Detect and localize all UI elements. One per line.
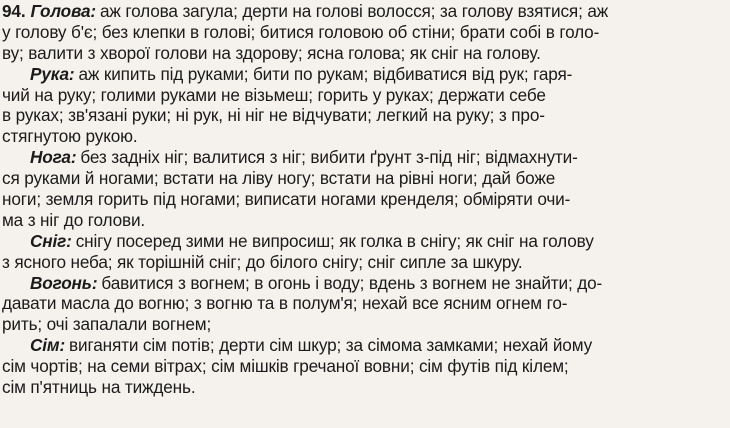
paragraph-line bbox=[2, 252, 726, 273]
idiom-text: у голову б'є; без клепки в голові; битися головою об стіни; брати собі в голо- bbox=[2, 21, 600, 42]
keyword-heading: Рука: bbox=[30, 63, 75, 84]
paragraph-line bbox=[2, 105, 726, 126]
paragraph-line bbox=[2, 210, 726, 231]
idiom-text: сім п'ятниць на тиждень. bbox=[2, 377, 196, 398]
paragraph-first-line bbox=[2, 273, 726, 294]
idiom-text: без задніх ніг; валитися з ніг; вибити ґрунт з-під ніг; відмахнути- bbox=[80, 147, 578, 168]
paragraph-line bbox=[2, 22, 726, 43]
paragraph-first-line bbox=[2, 1, 726, 22]
idiom-text: ноги; земля горить під ногами; виписати ногами кренделя; обміряти очи- bbox=[2, 189, 571, 210]
idiom-text: в руках; зв'язані руки; ні рук, ні ніг не відчувати; легкий на руку; з про- bbox=[2, 105, 545, 126]
paragraph-first-line bbox=[2, 64, 726, 85]
idiom-text: бавитися з вогнем; в огонь і воду; вдень з вогнем не знайти; до- bbox=[101, 272, 603, 293]
paragraph-line bbox=[2, 314, 726, 335]
paragraph-first-line bbox=[2, 147, 726, 168]
keyword-heading: Голова: bbox=[30, 1, 96, 21]
keyword-heading: Вогонь: bbox=[30, 272, 98, 293]
paragraph-line bbox=[2, 189, 726, 210]
paragraph-first-line bbox=[2, 335, 726, 356]
idiom-text: чий на руку; голими руками не візьмеш; горить у руках; держати себе bbox=[2, 84, 546, 105]
paragraph-line bbox=[2, 85, 726, 106]
paragraph-line bbox=[2, 356, 726, 377]
paragraph-line bbox=[2, 293, 726, 314]
idiom-text: ма з ніг до голови. bbox=[2, 209, 146, 230]
paragraph-line bbox=[2, 43, 726, 64]
paragraph-line bbox=[2, 126, 726, 147]
paragraph-line bbox=[2, 377, 726, 398]
exercise-number: 94. bbox=[2, 1, 26, 21]
idiom-text: рить; очі запалали вогнем; bbox=[2, 314, 212, 335]
idiom-text: з ясного неба; як торішній сніг; до білого снігу; сніг сипле за шкуру. bbox=[2, 251, 523, 272]
keyword-heading: Сніг: bbox=[30, 230, 72, 251]
idiom-text: снігу посеред зими не випросиш; як голка в снігу; як сніг на голову bbox=[75, 230, 594, 251]
idiom-text: ву; валити з хворої голови на здорову; ясна голова; як сніг на голову. bbox=[2, 42, 541, 63]
keyword-heading: Нога: bbox=[30, 147, 77, 168]
idiom-text: аж голова загула; дерти на голові волосся; за голову взятися; аж bbox=[100, 1, 609, 21]
idiom-text: сім чортів; на семи вітрах; сім мішків гречаної вовни; сім футів під кілем; bbox=[2, 356, 569, 377]
idiom-text: виганяти сім потів; дерти сім шкур; за сімома замками; нехай йому bbox=[69, 335, 593, 356]
idiom-text: аж кипить під руками; бити по рукам; відбиватися від рук; гаря- bbox=[78, 63, 573, 84]
idiom-text: стягнутою рукою. bbox=[2, 126, 138, 147]
paragraph-first-line bbox=[2, 231, 726, 252]
idiom-text: давати масла до вогню; з вогню та в полум'я; нехай все ясним огнем го- bbox=[2, 293, 568, 314]
paragraph-line bbox=[2, 168, 726, 189]
idiom-text: ся руками й ногами; встати на ліву ногу; встати на рівні ноги; дай боже bbox=[2, 168, 556, 189]
keyword-heading: Сім: bbox=[30, 335, 66, 356]
